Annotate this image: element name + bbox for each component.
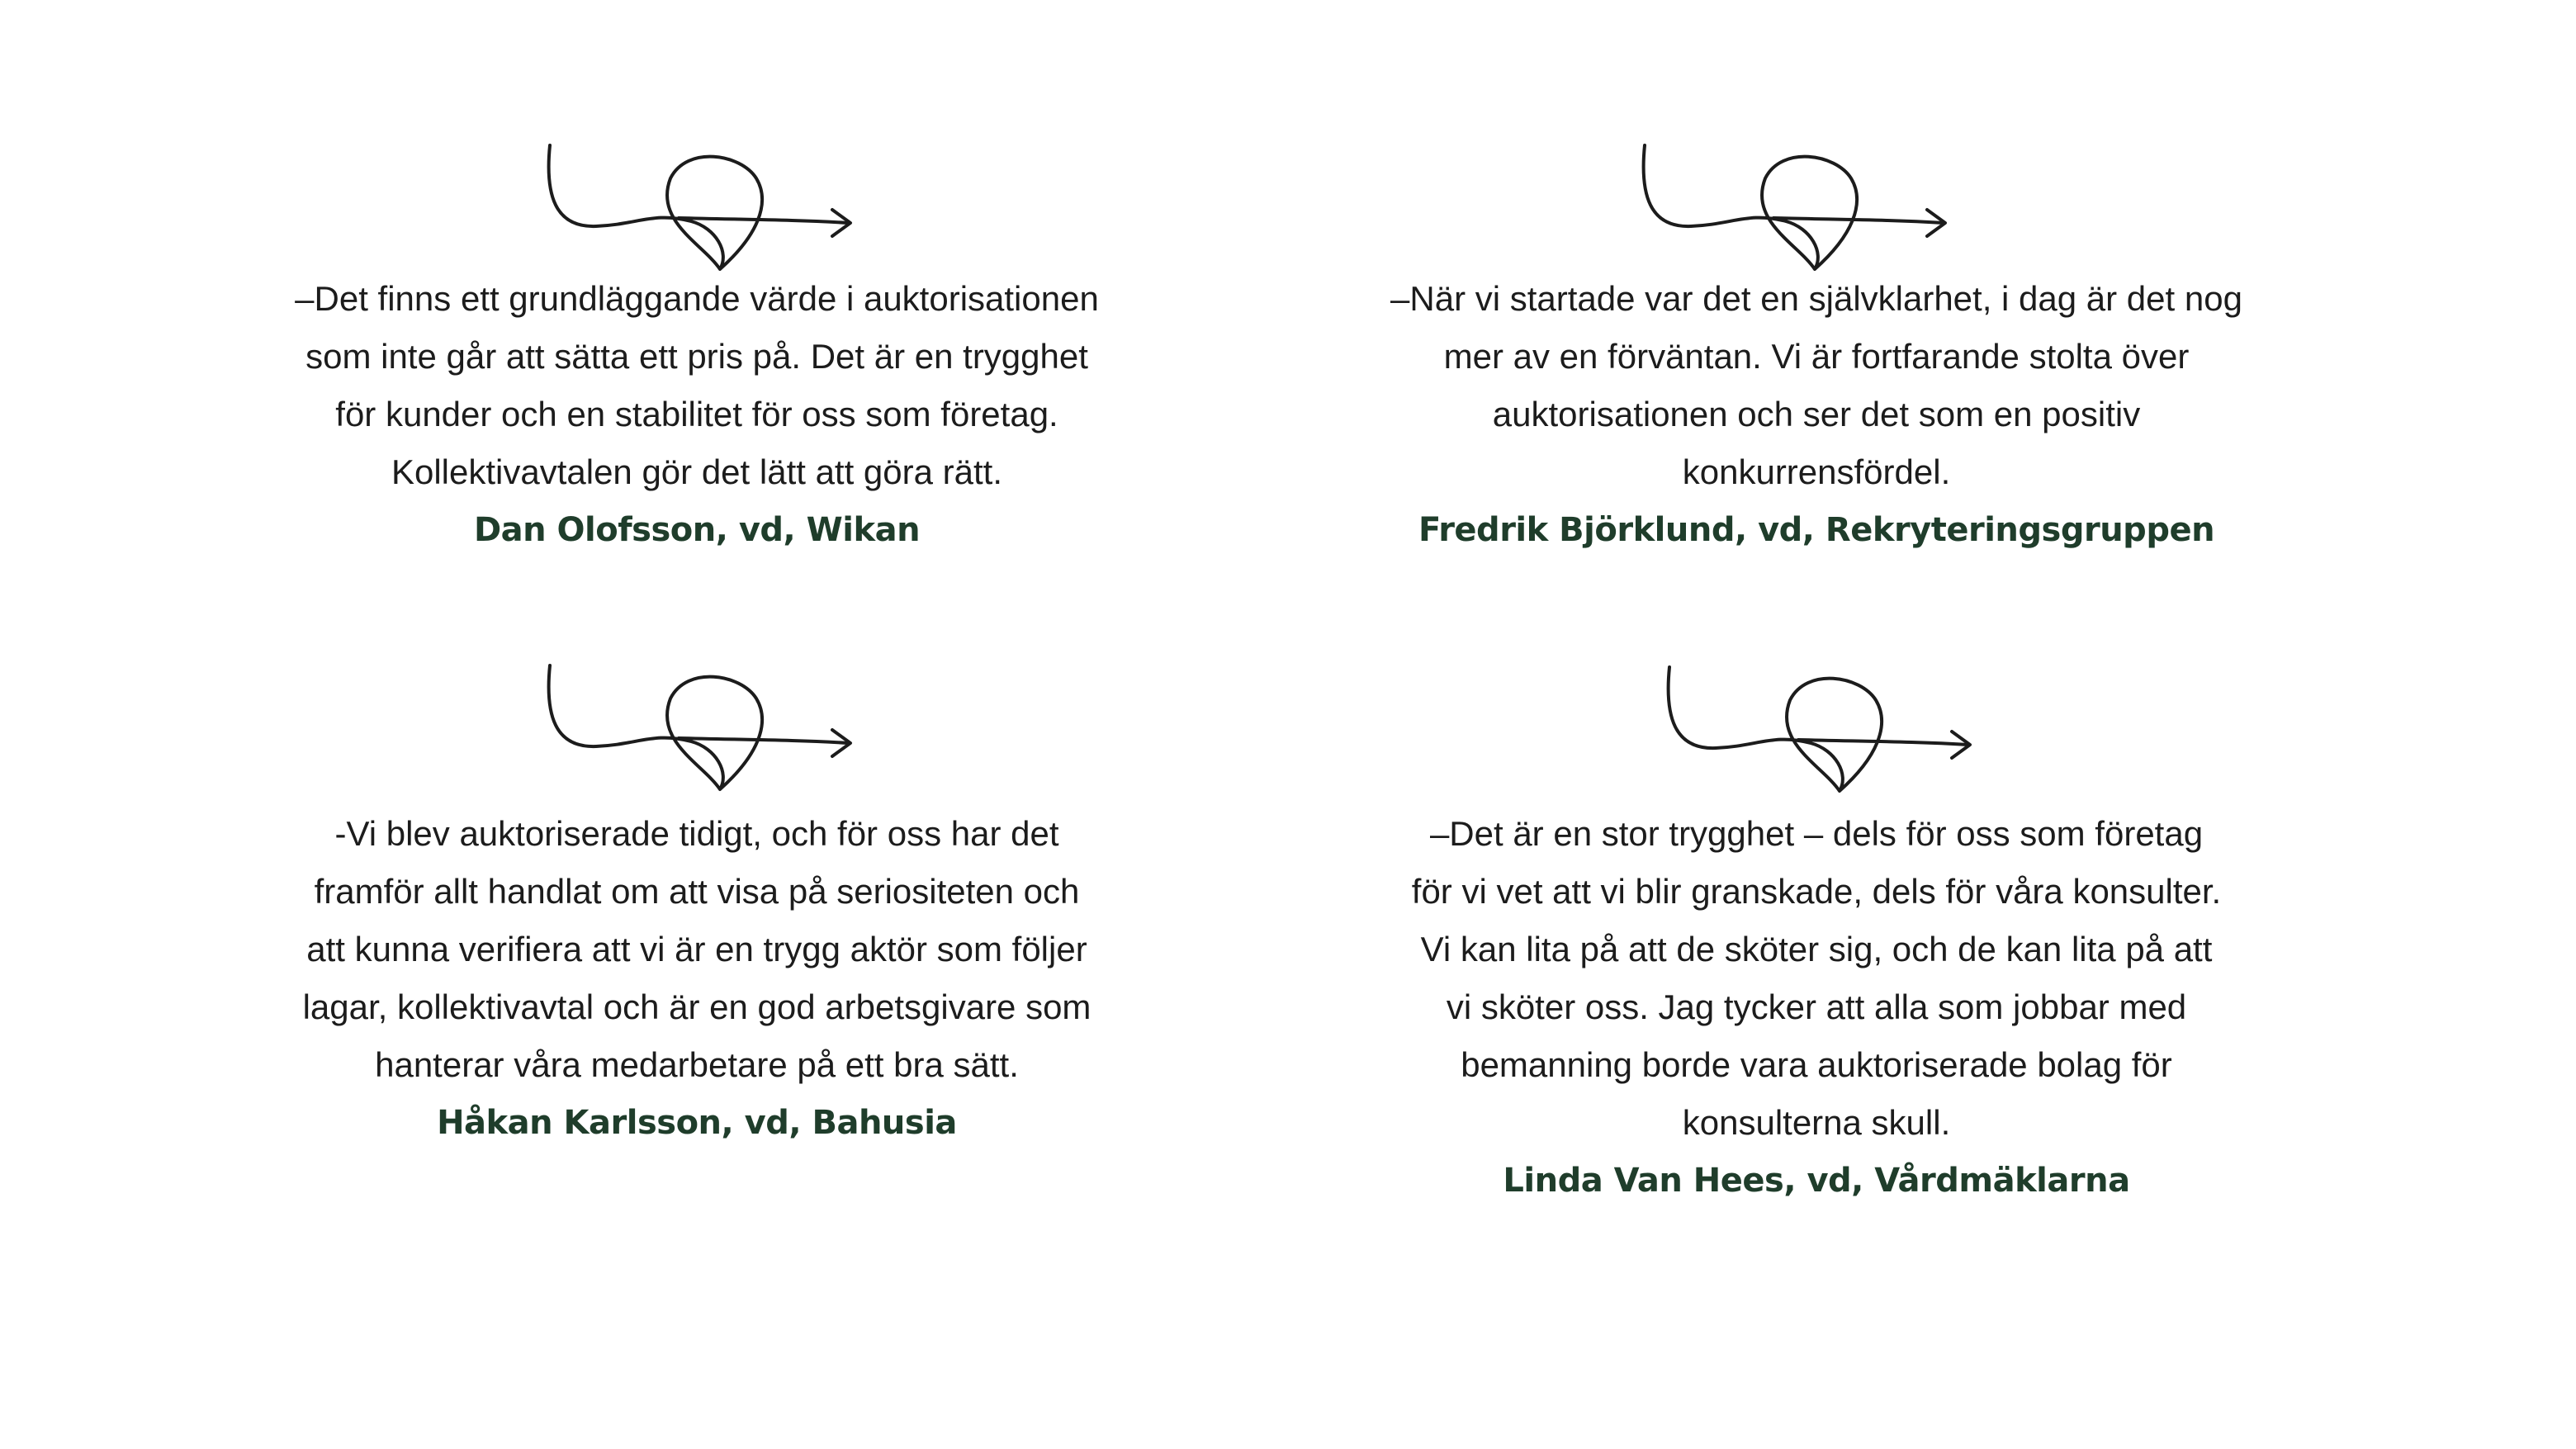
testimonial-quote — [185, 805, 1209, 1094]
testimonial-author: Dan Olofsson, vd, Wikan — [473, 511, 921, 549]
testimonial-card — [1305, 661, 2328, 1222]
quote-line: –Det är en stor trygghet – dels för oss som företag — [1429, 814, 2204, 853]
quote-line: för kunder och en stabilitet för oss som företag. — [335, 395, 1058, 433]
quote-line: för vi vet att vi blir granskade, dels för våra konsulter. — [1411, 872, 2222, 911]
heart-arrow-icon — [1641, 145, 1955, 277]
testimonial-quote — [1305, 805, 2328, 1152]
heart-arrow-icon — [547, 665, 860, 798]
quote-line: bemanning borde vara auktoriserade bolag för — [1461, 1045, 2172, 1084]
quote-line: konkurrensfördel. — [1682, 452, 1951, 491]
quote-line: –När vi startade var det en självklarhet, i dag är det nog — [1390, 279, 2242, 318]
testimonial-author: Fredrik Björklund, vd, Rekryteringsgruppen — [1418, 511, 2215, 549]
quote-line: konsulterna skull. — [1682, 1103, 1951, 1142]
quote-line: vi sköter oss. Jag tycker att alla som jobbar med — [1446, 987, 2187, 1026]
heart-arrow-icon — [1666, 667, 1980, 799]
quote-line: Vi kan lita på att de sköter sig, och de kan lita på att — [1420, 930, 2213, 968]
quote-line: mer av en förväntan. Vi är fortfarande stolta över — [1443, 337, 2190, 376]
testimonial-card — [1305, 140, 2328, 570]
quote-line: –Det finns ett grundläggande värde i auktorisationen — [295, 279, 1099, 318]
testimonial-quote — [185, 270, 1209, 501]
testimonial-card — [185, 661, 1209, 1156]
heart-arrow-icon — [547, 145, 860, 277]
testimonial-author: Linda Van Hees, vd, Vårdmäklarna — [1503, 1162, 2130, 1200]
quote-line: -Vi blev auktoriserade tidigt, och för oss har det — [334, 814, 1059, 853]
quote-line: lagar, kollektivavtal och är en god arbetsgivare som — [302, 987, 1091, 1026]
quote-line: som inte går att sätta ett pris på. Det är en trygghet — [305, 337, 1088, 376]
testimonial-author: Håkan Karlsson, vd, Bahusia — [437, 1104, 957, 1142]
quote-line: att kunna verifiera att vi är en trygg aktör som följer — [306, 930, 1087, 968]
quote-line: auktorisationen och ser det som en positiv — [1492, 395, 2141, 433]
testimonial-card — [185, 140, 1209, 570]
quote-line: Kollektivavtalen gör det lätt att göra rätt. — [391, 452, 1003, 491]
quote-line: framför allt handlat om att visa på seriositeten och — [314, 872, 1080, 911]
quote-line: hanterar våra medarbetare på ett bra sätt. — [375, 1045, 1019, 1084]
testimonial-quote — [1305, 270, 2328, 501]
